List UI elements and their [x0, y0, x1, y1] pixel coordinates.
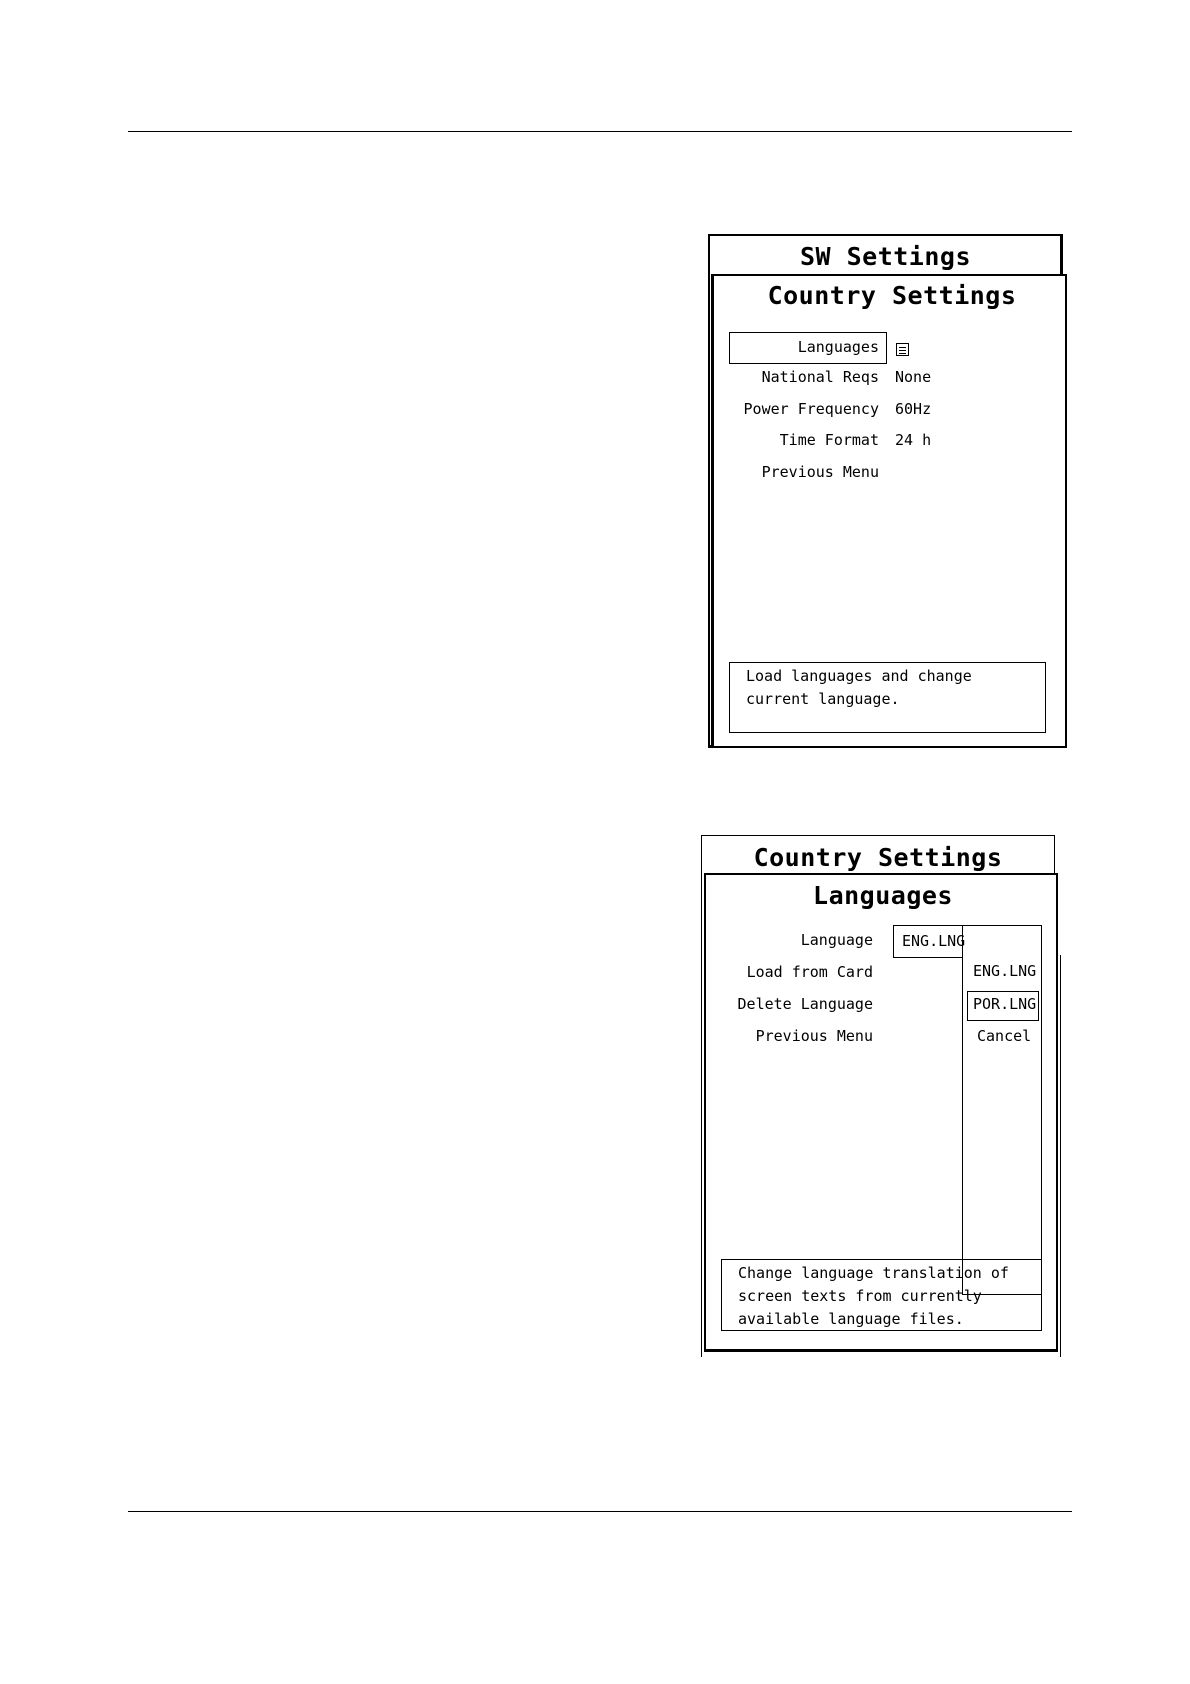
window-title: Languages: [813, 881, 953, 910]
language-select-value: ENG.LNG: [902, 932, 966, 950]
languages-screen: [701, 835, 1061, 1357]
help-line: Change language translation of: [738, 1264, 1009, 1282]
window-edge: [1060, 955, 1061, 1357]
list-icon: [896, 343, 909, 356]
national-reqs-value: None: [895, 368, 932, 386]
dropdown-option-por[interactable]: POR.LNG: [973, 995, 1037, 1013]
help-line: Load languages and change: [746, 667, 972, 685]
select-underline: [893, 957, 963, 958]
menu-item-power-frequency[interactable]: Power Frequency: [743, 400, 879, 418]
menu-item-national-reqs[interactable]: National Reqs: [761, 368, 879, 386]
dropdown-option-cancel[interactable]: Cancel: [977, 1027, 1032, 1045]
menu-item-time-format[interactable]: Time Format: [779, 431, 879, 449]
help-line: screen texts from currently: [738, 1287, 982, 1305]
page-footer-rule: [128, 1511, 1072, 1512]
language-dropdown-list: [962, 957, 1042, 1295]
menu-item-delete-language[interactable]: Delete Language: [737, 995, 873, 1013]
language-select-frame: [962, 925, 1042, 958]
menu-item-load-from-card[interactable]: Load from Card: [746, 963, 873, 981]
country-settings-screen: [708, 234, 1065, 750]
menu-item-language[interactable]: Language: [800, 931, 873, 949]
menu-item-previous-menu[interactable]: Previous Menu: [755, 1027, 873, 1045]
country-settings-window: [711, 274, 1067, 748]
power-frequency-value: 60Hz: [895, 400, 932, 418]
menu-item-previous-menu[interactable]: Previous Menu: [761, 463, 879, 481]
parent-window-title: Country Settings: [753, 843, 1003, 872]
menu-item-languages[interactable]: Languages: [797, 338, 879, 356]
help-line: current language.: [746, 690, 900, 708]
window-title: Country Settings: [767, 281, 1017, 310]
languages-window: [704, 873, 1058, 1352]
page-header-rule: [128, 131, 1072, 132]
help-text-box: [729, 662, 1046, 733]
help-line: available language files.: [738, 1310, 964, 1328]
parent-window-title: SW Settings: [799, 242, 972, 271]
language-select[interactable]: [893, 925, 966, 958]
help-text-box: [721, 1259, 1042, 1331]
time-format-value: 24 h: [895, 431, 932, 449]
window-edge: [701, 871, 702, 1357]
dropdown-option-eng[interactable]: ENG.LNG: [973, 962, 1037, 980]
